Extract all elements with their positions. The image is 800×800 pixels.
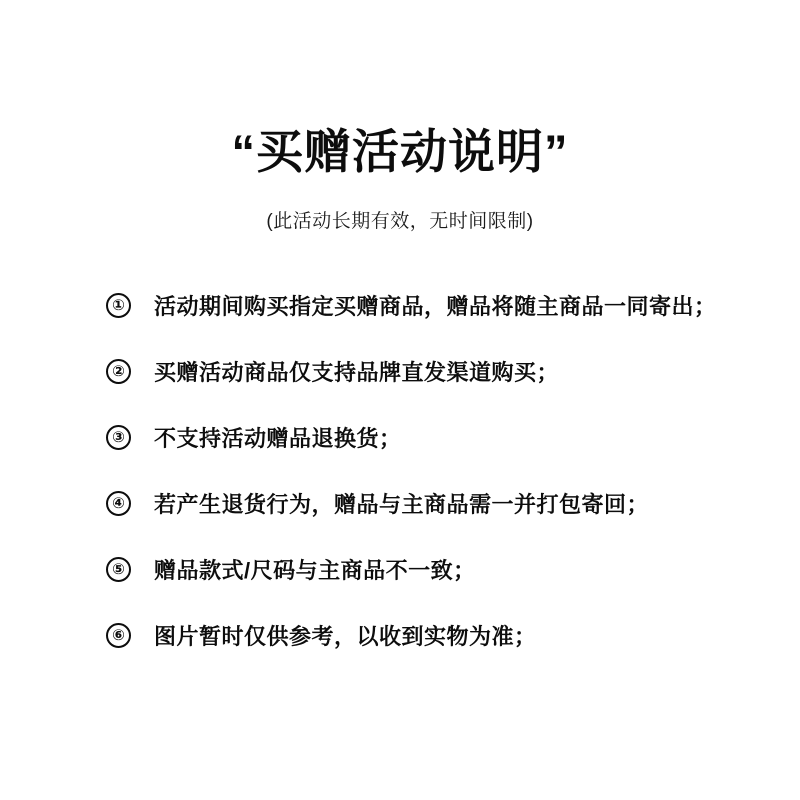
list-item: [106, 471, 750, 537]
list-item: [106, 405, 750, 471]
list-item: [106, 537, 750, 603]
list-item-text: 若产生退货行为，赠品与主商品需一并打包寄回；: [154, 492, 650, 518]
list-marker-4: ④: [106, 491, 131, 516]
page-title: “买赠活动说明”: [231, 125, 569, 178]
list-item-text: 买赠活动商品仅支持品牌直发渠道购买；: [154, 360, 560, 386]
list-item-text: 赠品款式/尺码与主商品不一致；: [154, 558, 476, 584]
page-subtitle: (此活动长期有效，无时间限制): [266, 210, 534, 232]
list-item: [106, 603, 750, 669]
list-marker-6: ⑥: [106, 623, 131, 648]
list-item-text: 活动期间购买指定买赠商品，赠品将随主商品一同寄出；: [154, 294, 717, 320]
list-marker-3: ③: [106, 425, 131, 450]
list-item: [106, 339, 750, 405]
list-marker-2: ②: [106, 359, 131, 384]
list-marker-1: ①: [106, 293, 131, 318]
list-marker-5: ⑤: [106, 557, 131, 582]
rules-list: [50, 273, 750, 669]
list-item-text: 图片暂时仅供参考，以收到实物为准；: [154, 624, 537, 650]
list-item-text: 不支持活动赠品退换货；: [154, 426, 402, 452]
list-item: [106, 273, 750, 339]
